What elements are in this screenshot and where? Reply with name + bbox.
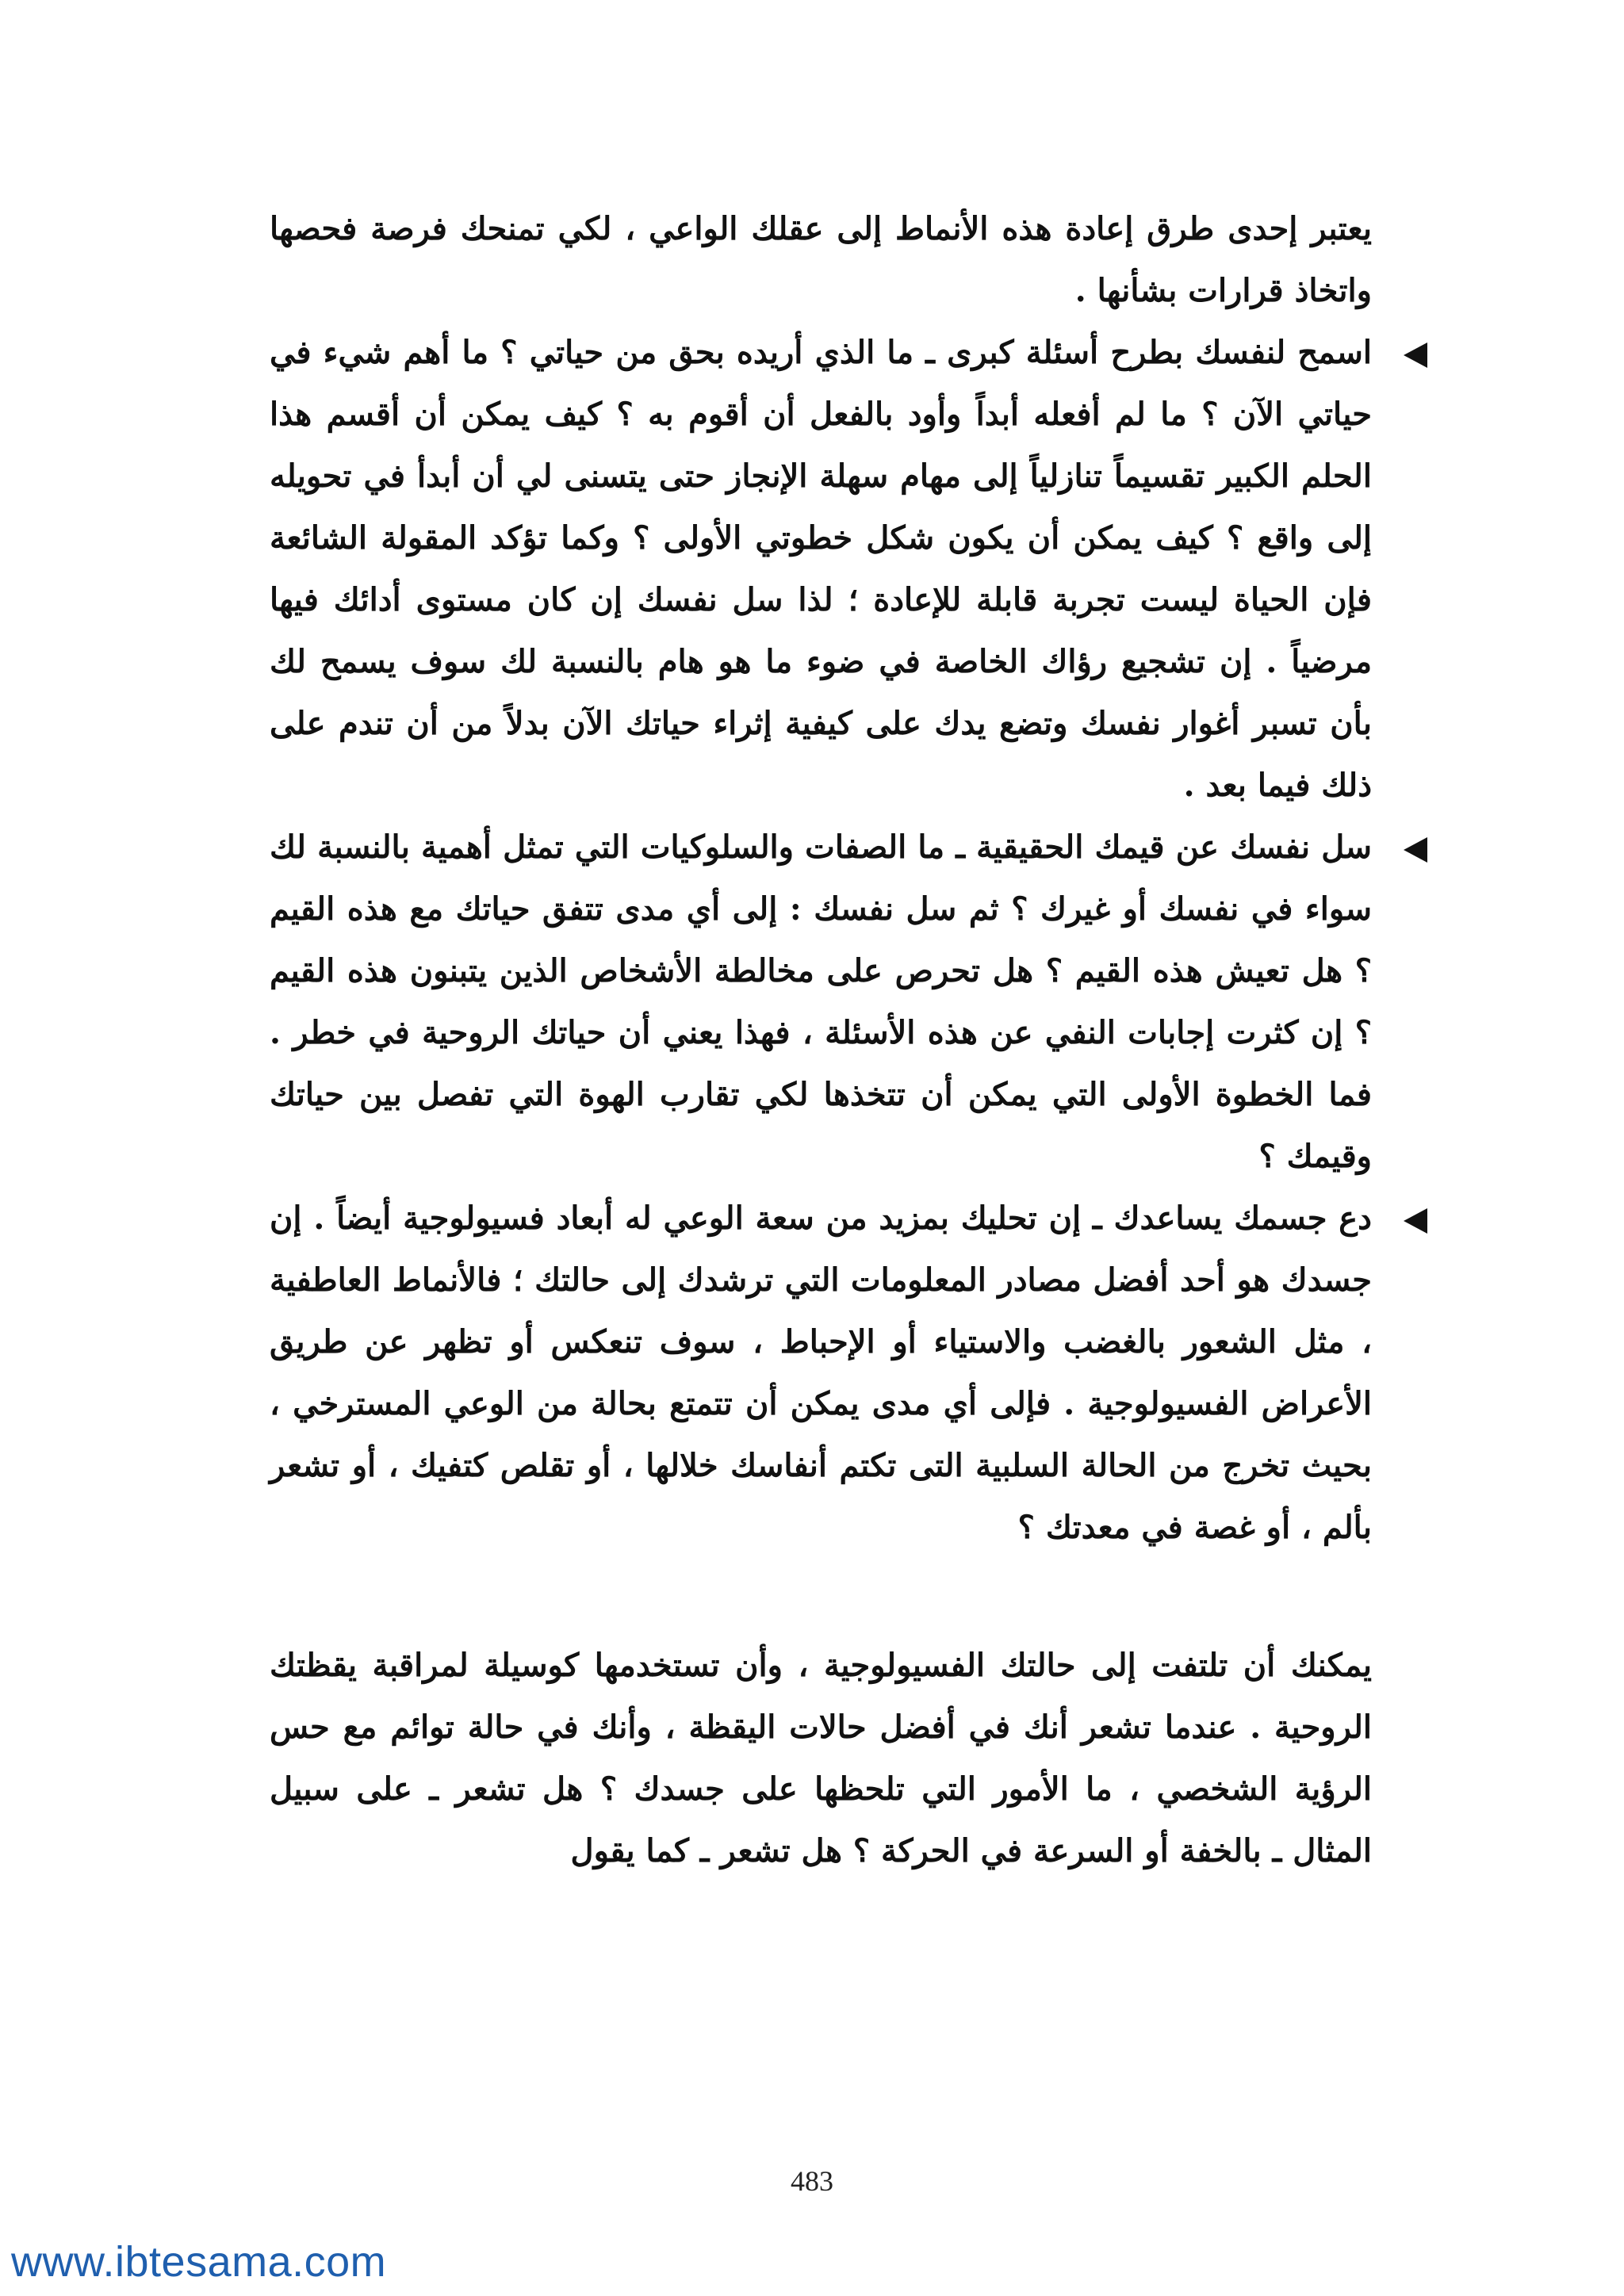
bullet-item xyxy=(270,817,1372,1188)
bullet-text: ـ ما الذي أريده بحق من حياتي ؟ ما أهم شيء في حياتي الآن ؟ ما لم أفعله أبداً وأود بالفعل أن أقوم به ؟ كيف يمكن أن أقسم هذا الحلم الكبير تقسيماً تنازلياً إلى مهام سهلة الإنجاز حتى يتسنى لي أن أبدأ في تحويله إلى واقع ؟ كيف يمكن أن يكون شكل خطوتي الأولى ؟ وكما تؤكد المقولة الشائعة فإن الحياة ليست تجربة قابلة للإعادة ؛ لذا سل نفسك إن كان مستوى أدائك فيها مرضياً . إن تشجيع رؤاك الخاصة في ضوء ما هو هام بالنسبة لك سوف يسمح لك بأن تسبر أغوار نفسك وتضع يدك على كيفية إثراء حياتك الآن بدلاً من أن تندم على ذلك فيما بعد . xyxy=(270,334,1372,804)
site-watermark[interactable]: www.ibtesama.com xyxy=(11,2238,387,2286)
bullet-lead: سل نفسك عن قيمك الحقيقية xyxy=(976,828,1372,866)
bullet-lead: دع جسمك يساعدك xyxy=(1113,1200,1372,1237)
bullet-item xyxy=(270,1188,1372,1559)
bullet-item xyxy=(270,322,1372,817)
intro-paragraph: يعتبر إحدى طرق إعادة هذه الأنماط إلى عقلك الواعي ، لكي تمنحك فرصة فحصها واتخاذ قرارات بشأنها . xyxy=(270,210,1372,309)
bullet-text: ـ ما الصفات والسلوكيات التي تمثل أهمية بالنسبة لك سواء في نفسك أو غيرك ؟ ثم سل نفسك : إلى أي مدى تتفق حياتك مع هذه القيم ؟ هل تعيش هذه القيم ؟ هل تحرص على مخالطة الأشخاص الذين يتبنون هذه القيم ؟ إن كثرت إجابات النفي عن هذه الأسئلة ، فهذا يعني أن حياتك الروحية في خطر . فما الخطوة الأولى التي يمكن أن تتخذها لكي تقارب الهوة التي تفصل بين حياتك وقيمك ؟ xyxy=(270,828,1372,1175)
triangle-bullet-icon xyxy=(1404,837,1427,863)
triangle-bullet-icon xyxy=(1404,1208,1427,1234)
triangle-bullet-icon xyxy=(1404,342,1427,368)
page-number: 483 xyxy=(791,2165,833,2197)
bullet-lead: اسمح لنفسك بطرح أسئلة كبرى xyxy=(947,334,1372,371)
closing-paragraph: يمكنك أن تلتفت إلى حالتك الفسيولوجية ، وأن تستخدمها كوسيلة لمراقبة يقظتك الروحية . عندما تشعر أنك في أفضل حالات اليقظة ، وأنك في حالة توائم مع حس الرؤية الشخصي ، ما الأمور التي تلحظها على جسدك ؟ هل تشعر ـ على سبيل المثال ـ بالخفة أو السرعة في الحركة ؟ هل تشعر ـ كما يقول xyxy=(270,1647,1372,1869)
bullet-text: ـ إن تحليك بمزيد من سعة الوعي له أبعاد فسيولوجية أيضاً . إن جسدك هو أحد أفضل مصادر المعلومات التي ترشدك إلى حالتك ؛ فالأنماط العاطفية ، مثل الشعور بالغضب والاستياء أو الإحباط ، سوف تنعكس أو تظهر عن طريق الأعراض الفسيولوجية . فإلى أي مدى يمكن أن تتمتع بحالة من الوعي المسترخي ، بحيث تخرج من الحالة السلبية التى تكتم أنفاسك خلالها ، أو تقلص كتفيك ، أو تشعر بألم ، أو غصة في معدتك ؟ xyxy=(270,1200,1372,1546)
page-body xyxy=(270,198,1372,1882)
